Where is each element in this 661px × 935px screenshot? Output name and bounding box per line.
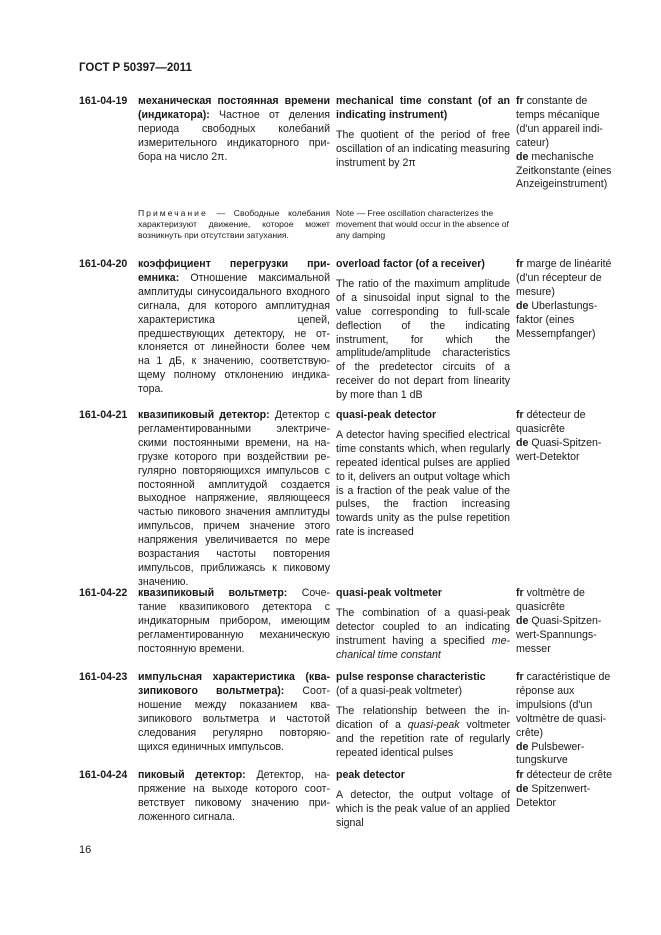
- ru-term: механическая постоянная времени (индикатора):: [138, 95, 330, 121]
- fr-equivalent: [516, 587, 618, 615]
- en-term: quasi-peak voltmeter: [336, 587, 442, 599]
- en-definition: [336, 409, 510, 540]
- en-definition: [336, 769, 510, 831]
- lang-code: fr: [516, 587, 524, 599]
- fr-equivalent: [516, 258, 618, 300]
- term-code: 161-04-23: [79, 671, 128, 683]
- en-definition: [336, 671, 510, 760]
- document-header: ГОСТ Р 50397—2011: [79, 62, 192, 74]
- en-def-part: The relationship between the indication of a: [336, 704, 510, 731]
- ru-definition: [138, 95, 330, 165]
- ru-def-text: Соотношение между показанием квазипикового вольтметра и частотой следования регулярно повторяющихся единичных импульсов.: [138, 684, 330, 753]
- en-term: quasi-peak detector: [336, 409, 437, 421]
- lang-code: de: [516, 150, 529, 163]
- other-languages: [516, 95, 618, 192]
- ru-definition: [138, 258, 330, 397]
- de-term: Pulsbewertungskurve: [516, 740, 585, 767]
- fr-term: voltmètre de quasicrête: [516, 587, 585, 613]
- en-definition: [336, 587, 510, 663]
- en-def-text: The ratio of the maximum amplitude of a sinusoidal input signal to the value corresponding to full-scale deflection of the indicating instrument, for which the amplitude/amplitude characteristics of the predetector circuits of a receiver do not depart from linearity by more than 1 dB: [336, 277, 510, 402]
- en-def-part: voltmeter and the repetition rate of regularly repeated identical pulses: [336, 718, 510, 759]
- fr-equivalent: [516, 769, 618, 783]
- ru-definition: [138, 671, 330, 754]
- en-def-text: [336, 607, 510, 663]
- fr-term: détecteur de crête: [526, 769, 613, 781]
- en-term: peak detector: [336, 769, 405, 781]
- en-note: Note — Free oscillation characterizes the movement that would occur in the absence of any damping: [336, 208, 509, 240]
- ru-definition: [138, 587, 330, 657]
- de-term: mechanische Zeitkonstante (eines Anzeigeinstrument): [516, 150, 612, 191]
- en-def-text: A detector having specified electrical time constants which, when regularly repeated identical pulses are applied to it, delivers an output voltage which is a fraction of the peak value of the pulses, the fraction increasing towards unity as the pulse repetition rate is increased: [336, 428, 510, 539]
- ru-note: [138, 208, 330, 241]
- note-label: Примечание: [138, 208, 208, 218]
- de-term: Uberlastungsfaktor (eines Messempfanger): [516, 299, 598, 340]
- term-code: 161-04-24: [79, 769, 128, 781]
- term-code: 161-04-22: [79, 587, 128, 599]
- lang-code: de: [516, 782, 529, 795]
- lang-code: de: [516, 740, 529, 753]
- lang-code: de: [516, 299, 529, 312]
- en-def-text: The quotient of the period of free oscillation of an indicating measuring instrument by 2π: [336, 128, 510, 169]
- ru-def-text: Детектор, напряжение на выходе которого соответствует пиковому значению приложенного сигнала.: [138, 769, 330, 823]
- en-def-part: The combination of a quasi-peak detector coupled to an indicating instrument having a specified: [336, 606, 510, 647]
- note-text: — Свободные колебания характеризуют движение, которое может возникнуть при отсутствии затухания.: [138, 208, 331, 240]
- en-term: mechanical time constant (of an indicating instrument): [336, 95, 510, 121]
- fr-term: constante de temps mécanique (d'un appareil indicateur): [516, 95, 603, 149]
- en-term-sub: (of a quasi-peak voltmeter): [336, 684, 463, 697]
- en-definition: [336, 95, 510, 171]
- other-languages: [516, 671, 618, 768]
- other-languages: [516, 258, 618, 341]
- other-languages: [516, 587, 618, 657]
- lang-code: fr: [516, 409, 524, 421]
- de-term: Spitzenwert-Detektor: [516, 782, 591, 809]
- de-equivalent: [516, 783, 618, 811]
- ru-term: квазипиковый вольтметр:: [138, 587, 288, 599]
- lang-code: fr: [516, 258, 524, 270]
- en-term: pulse response characteristic: [336, 671, 486, 683]
- term-code: 161-04-21: [79, 409, 128, 421]
- fr-equivalent: [516, 95, 618, 151]
- other-languages: [516, 409, 618, 465]
- fr-equivalent: [516, 409, 618, 437]
- ru-term: квазипиковый детектор:: [138, 409, 270, 421]
- en-def-text: A detector, the output voltage of which is the peak value of an applied signal: [336, 788, 510, 829]
- lang-code: fr: [516, 671, 524, 683]
- ru-term: импульсная характеристика (квазипикового вольтметра):: [138, 671, 330, 697]
- en-term: overload factor (of a receiver): [336, 258, 485, 270]
- fr-term: caractéristique de réponse aux impulsions (d'un voltmètre de quasicrête): [516, 671, 611, 739]
- de-equivalent: [516, 300, 618, 342]
- ru-term: коэффициент перегрузки приемника:: [138, 258, 330, 284]
- fr-equivalent: [516, 671, 618, 741]
- fr-term: détecteur de quasicrête: [516, 409, 586, 435]
- en-definition: [336, 258, 510, 403]
- fr-term: marge de linéarité (d'un récepteur de mesure): [516, 258, 612, 298]
- lang-code: de: [516, 436, 529, 449]
- de-equivalent: [516, 437, 618, 465]
- ru-def-text: Отношение максимальной амплитуды синусоидального входного сигнала, для которого амплитудная характеристика цепей, предшествующих детектору, не отклоняется от линейности более чем на 1 дБ, к значению, соответствующему полному отклонению индикатора.: [138, 271, 330, 396]
- de-equivalent: [516, 741, 618, 769]
- de-equivalent: [516, 615, 618, 657]
- term-code: 161-04-19: [79, 95, 128, 107]
- de-equivalent: [516, 151, 618, 193]
- other-languages: [516, 769, 618, 811]
- page-number: 16: [79, 844, 92, 856]
- ru-definition: [138, 769, 330, 825]
- de-term: Quasi-Spitzenwert-Detektor: [516, 436, 602, 463]
- en-def-italic: mechanical time constant: [336, 634, 510, 661]
- ru-definition: [138, 409, 330, 590]
- term-code: 161-04-20: [79, 258, 128, 270]
- lang-code: fr: [516, 769, 524, 781]
- ru-def-text: Сочетание квазипикового детектора с индикаторным прибором, имеющим регламентированную механическую постоянную времени.: [138, 587, 330, 655]
- lang-code: de: [516, 614, 529, 627]
- en-def-text: [336, 705, 510, 761]
- ru-def-text: Частное от деления периода свободных колебаний измерительного индикаторного прибора на число 2π.: [138, 108, 330, 163]
- en-def-italic: quasi-peak: [407, 718, 460, 731]
- ru-def-text: Детектор с регламентированными электрическими постоянными времени, на нагрузке которого при воздействии регулярно повторяющихся импульсов с постоянной амплитудой создается выходное напряжение, являющееся частью пикового значения амплитуды импульсов, причем значение этого напряжения увеличивается по мере возрастания частоты повторения импульсов, приближаясь к пиковому значению.: [138, 409, 330, 588]
- lang-code: fr: [516, 95, 524, 107]
- de-term: Quasi-Spitzenwert-Spannungsmesser: [516, 614, 602, 655]
- ru-term: пиковый детектор:: [138, 769, 246, 781]
